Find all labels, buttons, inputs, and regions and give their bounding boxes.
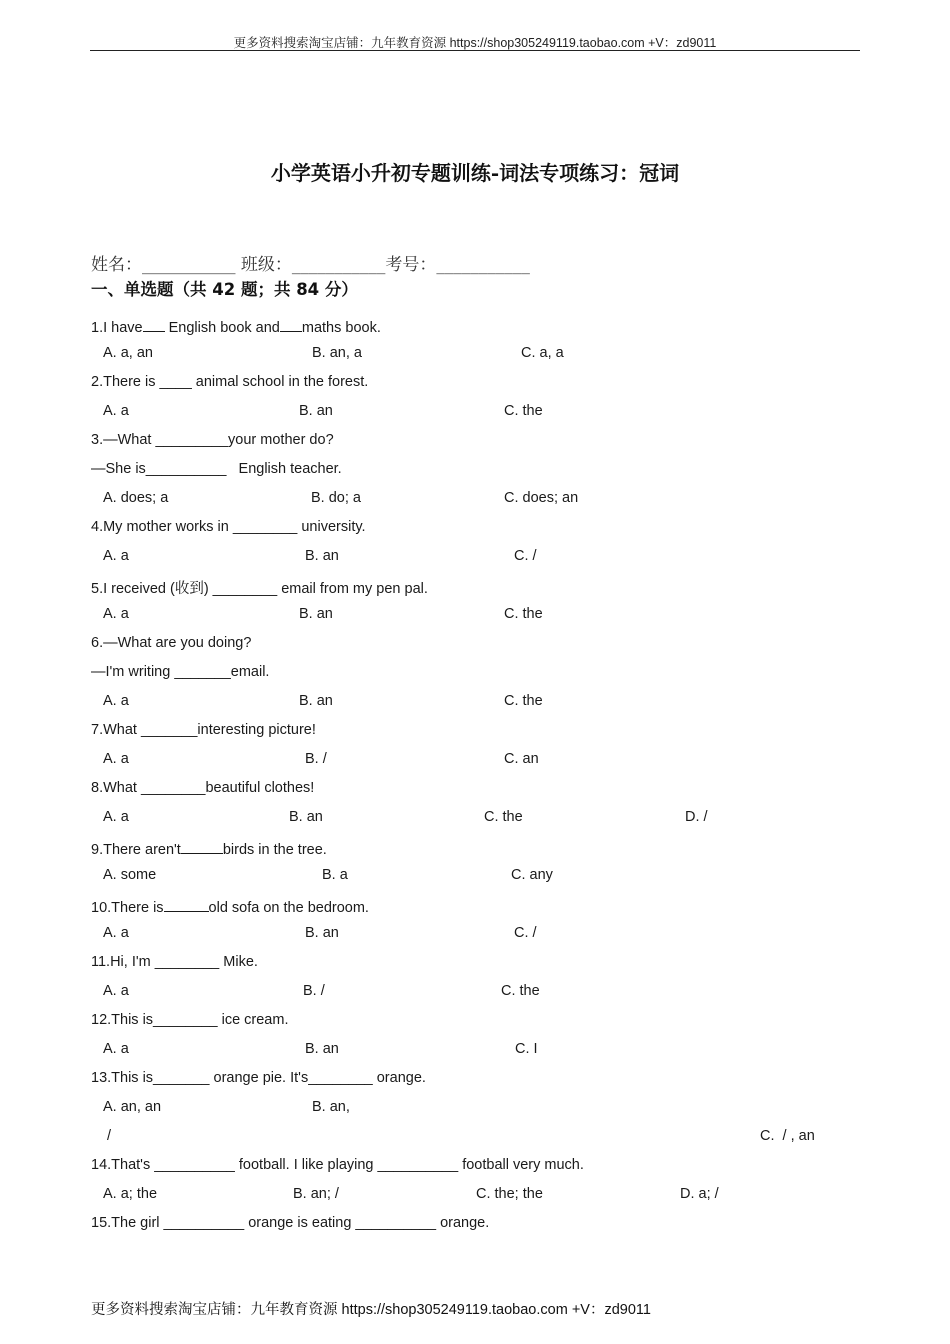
- question-14-option-d[interactable]: D. a; /: [680, 1186, 719, 1202]
- question-8-option-a[interactable]: A. a: [103, 809, 129, 825]
- question-8-stem: 8.What ________beautiful clothes!: [91, 780, 315, 796]
- question-10-option-a[interactable]: A. a: [103, 925, 129, 941]
- question-5-option-b[interactable]: B. an: [299, 606, 333, 622]
- question-6-option-b[interactable]: B. an: [299, 693, 333, 709]
- question-6-stem-line2: —I'm writing _______email.: [91, 664, 270, 680]
- page-header: 更多资料搜索淘宝店铺：九年教育资源 https://shop305249119.taobao.com +V：zd9011: [233, 36, 717, 50]
- header-divider: [90, 50, 860, 51]
- question-10-stem: 10.There is old sofa on the bedroom.: [91, 896, 369, 916]
- question-5-option-a[interactable]: A. a: [103, 606, 129, 622]
- question-8-option-b[interactable]: B. an: [289, 809, 323, 825]
- question-12-stem: 12.This is________ ice cream.: [91, 1012, 289, 1028]
- question-1-option-b[interactable]: B. an, a: [312, 345, 362, 361]
- question-5-option-c[interactable]: C. the: [504, 606, 543, 622]
- question-12-option-c[interactable]: C. I: [515, 1041, 538, 1057]
- student-info-line: 姓名：___________ 班级：___________考号：___________: [91, 255, 530, 275]
- question-7-option-b[interactable]: B. /: [305, 751, 327, 767]
- question-14-option-a[interactable]: A. a; the: [103, 1186, 158, 1202]
- question-3-stem: 3.—What _________your mother do?: [91, 432, 334, 448]
- question-8-option-d[interactable]: D. /: [685, 809, 708, 825]
- question-13-option-c[interactable]: C. / , an: [760, 1128, 815, 1144]
- question-12-option-a[interactable]: A. a: [103, 1041, 129, 1057]
- question-14-stem: 14.That's __________ football. I like playing __________ football very much.: [91, 1157, 584, 1173]
- question-9-option-c[interactable]: C. any: [511, 867, 553, 883]
- question-2-option-c[interactable]: C. the: [504, 403, 543, 419]
- question-9-option-a[interactable]: A. some: [103, 867, 157, 883]
- question-11-option-a[interactable]: A. a: [103, 983, 129, 999]
- blank: [164, 896, 209, 912]
- question-10-option-b[interactable]: B. an: [305, 925, 339, 941]
- question-5-stem: 5.I received (收到) ________ email from my pen pal.: [91, 581, 428, 597]
- question-13-stem: 13.This is_______ orange pie. It's________ orange.: [91, 1070, 426, 1086]
- blank: [280, 316, 302, 332]
- section-heading: 一、单选题（共 42 题；共 84 分）: [91, 280, 358, 299]
- question-11-option-b[interactable]: B. /: [303, 983, 325, 999]
- question-7-stem: 7.What _______interesting picture!: [91, 722, 316, 738]
- question-3-option-c[interactable]: C. does; an: [504, 490, 579, 506]
- question-9-option-b[interactable]: B. a: [322, 867, 348, 883]
- question-11-stem: 11.Hi, I'm ________ Mike.: [91, 954, 258, 970]
- question-3-option-b[interactable]: B. do; a: [311, 490, 361, 506]
- question-14-option-b[interactable]: B. an; /: [293, 1186, 339, 1202]
- question-15-stem: 15.The girl __________ orange is eating __________ orange.: [91, 1215, 490, 1231]
- question-2-option-b[interactable]: B. an: [299, 403, 333, 419]
- question-13-option-a[interactable]: A. an, an: [103, 1099, 162, 1115]
- question-1-stem: 1.I have English book and maths book.: [91, 316, 381, 336]
- question-11-option-c[interactable]: C. the: [501, 983, 540, 999]
- question-3-stem-line2: —She is__________ English teacher.: [91, 461, 342, 477]
- question-6-option-a[interactable]: A. a: [103, 693, 129, 709]
- question-13-option-b-cont[interactable]: /: [107, 1128, 112, 1144]
- question-6-option-c[interactable]: C. the: [504, 693, 543, 709]
- blank: [143, 316, 165, 332]
- question-4-option-c[interactable]: C. /: [514, 548, 537, 564]
- question-1-option-c[interactable]: C. a, a: [521, 345, 564, 361]
- question-9-stem: 9.There aren't birds in the tree.: [91, 838, 327, 858]
- question-1-option-a[interactable]: A. a, an: [103, 345, 153, 361]
- question-4-option-b[interactable]: B. an: [305, 548, 339, 564]
- question-4-stem: 4.My mother works in ________ university.: [91, 519, 366, 535]
- question-12-option-b[interactable]: B. an: [305, 1041, 339, 1057]
- question-4-option-a[interactable]: A. a: [103, 548, 129, 564]
- question-8-option-c[interactable]: C. the: [484, 809, 523, 825]
- question-13-option-b[interactable]: B. an,: [312, 1099, 350, 1115]
- question-3-option-a[interactable]: A. does; a: [103, 490, 169, 506]
- page-title: 小学英语小升初专题训练-词法专项练习：冠词: [270, 161, 680, 185]
- question-2-option-a[interactable]: A. a: [103, 403, 129, 419]
- page-footer: 更多资料搜索淘宝店铺：九年教育资源 https://shop305249119.taobao.com +V：zd9011: [91, 1302, 651, 1318]
- question-7-option-c[interactable]: C. an: [504, 751, 539, 767]
- question-7-option-a[interactable]: A. a: [103, 751, 129, 767]
- question-14-option-c[interactable]: C. the; the: [476, 1186, 543, 1202]
- question-6-stem: 6.—What are you doing?: [91, 635, 252, 651]
- blank: [181, 838, 223, 854]
- question-10-option-c[interactable]: C. /: [514, 925, 537, 941]
- question-2-stem: 2.There is ____ animal school in the forest.: [91, 374, 369, 390]
